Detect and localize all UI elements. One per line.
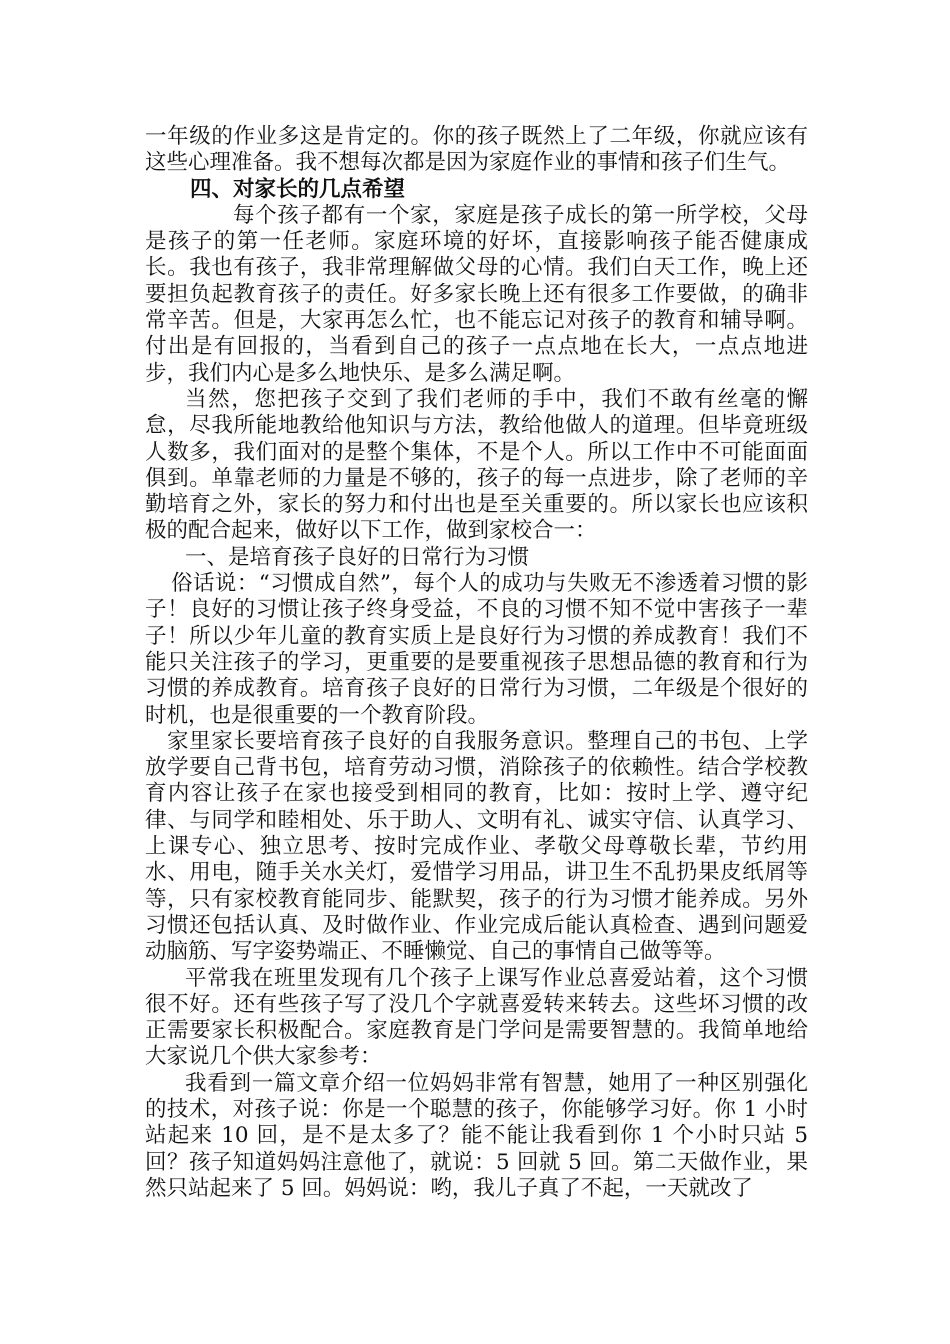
paragraph-self-service: 家里家长要培育孩子良好的自我服务意识。整理自己的书包、上学放学要自己背书包，培育劳动习惯，消除孩子的依赖性。结合学校教育内容让孩子在家也接受到相同的教育，比如：按时上学、遵守纪律、与同学和睦相处、乐于助人、文明有礼、诚实守信、认真学习、上课专心、独立思考、按时完成作业、孝敬父母尊敬长辈，节约用水、用电，随手关水关灯，爱惜学习用品，讲卫生不乱扔果皮纸屑等等，只有家校教育能同步、能默契，孩子的行为习惯才能养成。另外习惯还包括认真、及时做作业、作业完成后能认真检查、遇到问题爱动脑筋、写字姿势端正、不睡懒觉、自己的事情自己做等等。 (145, 728, 808, 965)
paragraph-proverb: 俗话说：“习惯成自然”，每个人的成功与失败无不渗透着习惯的影子！良好的习惯让孩子终身受益，不良的习惯不知不觉中害孩子一辈子！所以少年儿童的教育实质上是良好行为习惯的养成教育！我们不能只关注孩子的学习，更重要的是要重视孩子思想品德的教育和行为习惯的养成教育。培育孩子良好的日常行为习惯，二年级是个很好的时机，也是很重要的一个教育阶段。 (145, 571, 808, 728)
paragraph-bad-habits: 平常我在班里发现有几个孩子上课写作业总喜爱站着，这个习惯很不好。还有些孩子写了没几个字就喜爱转来转去。这些坏习惯的改正需要家长积极配合。家庭教育是门学问是需要智慧的。我简单地给大家说几个供大家参考： (145, 965, 808, 1070)
subheading-habits: 一、是培育孩子良好的日常行为习惯 (185, 544, 530, 570)
paragraph-family-school: 每个孩子都有一个家，家庭是孩子成长的第一所学校，父母是孩子的第一任老师。家庭环境的好坏，直接影响孩子能否健康成长。我也有孩子，我非常理解做父母的心情。我们白天工作，晚上还要担负起教育孩子的责任。好多家长晚上还有很多工作要做，的确非常辛苦。但是，大家再怎么忙，也不能忘记对孩子的教育和辅导啊。付出是有回报的，当看到自己的孩子一点点地在长大，一点点地进步，我们内心是多么地快乐、是多么满足啊。 (145, 202, 808, 386)
section-heading-4: 四、对家长的几点希望 (190, 176, 406, 202)
paragraph-teachers: 当然，您把孩子交到了我们老师的手中，我们不敢有丝毫的懈怠，尽我所能地教给他知识与方法，教给他做人的道理。但毕竟班级人数多，我们面对的是整个集体，不是个人。所以工作中不可能面面俱到。单靠老师的力量是不够的，孩子的每一点进步，除了老师的辛勤培育之外，家长的努力和付出也是至关重要的。所以家长也应该积极的配合起来，做好以下工作，做到家校合一： (145, 386, 808, 544)
document-page (145, 124, 808, 1202)
paragraph-mother-story: 我看到一篇文章介绍一位妈妈非常有智慧，她用了一种区别强化的技术，对孩子说：你是一个聪慧的孩子，你能够学习好。你 1 小时站起来 10 回，是不是太多了？能不能让我看到你 1 个小时只站 5 回？孩子知道妈妈注意他了，就说：5 回就 5 回。第二天做作业，果然只站起来了 5 回。妈妈说：哟，我儿子真了不起，一天就改了 (145, 1070, 808, 1201)
paragraph-homework: 一年级的作业多这是肯定的。你的孩子既然上了二年级，你就应该有这些心理准备。我不想每次都是因为家庭作业的事情和孩子们生气。 (145, 124, 808, 176)
